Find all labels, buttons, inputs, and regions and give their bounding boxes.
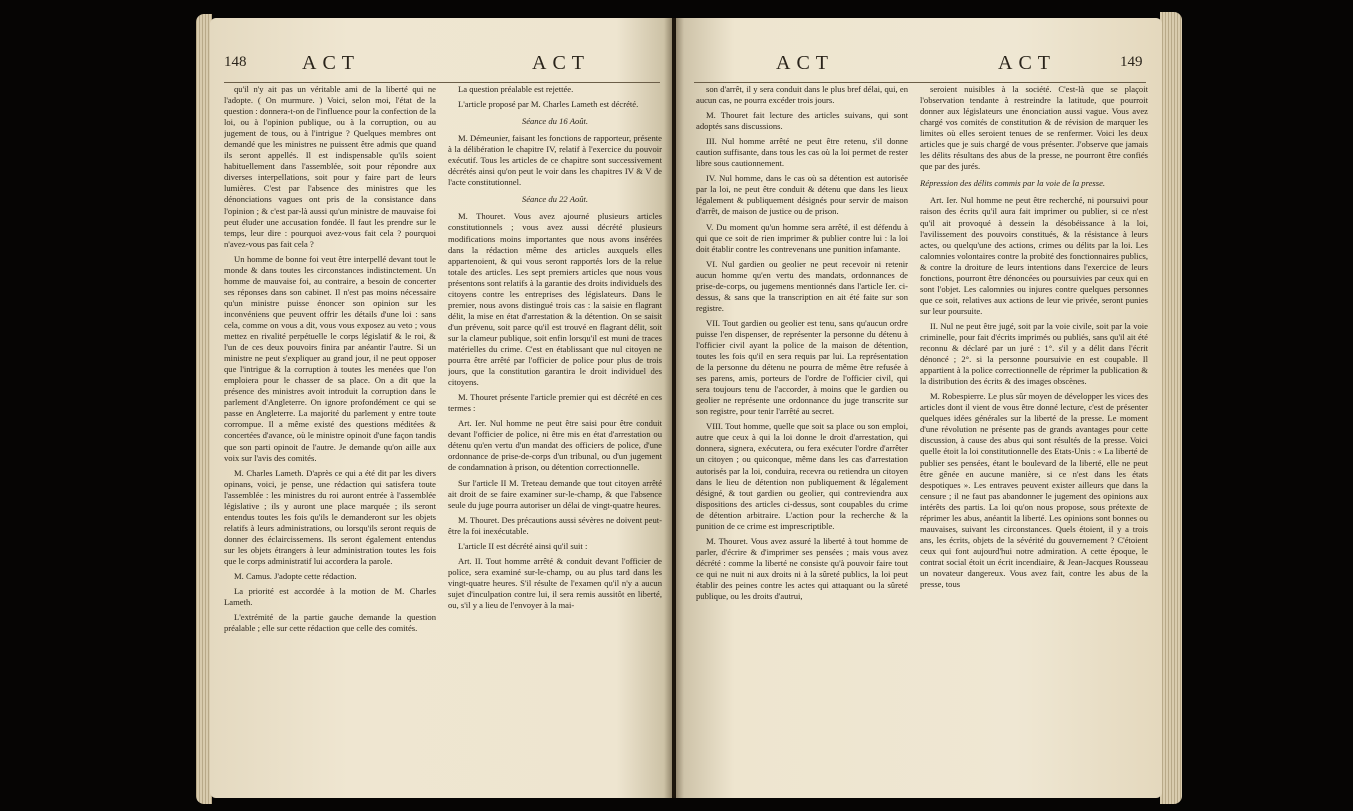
paragraph: seroient nuisibles à la société. C'est-là que se plaçoit l'observation tendante à restreindre la latitude, que pourroit donner aux législateurs une énonciation aussi vague. Vous avez chargé vos comités de constitution & de révision de marquer les limites où elles seroient tenues de se renfermer. Voici les deux articles que je suis chargé de vous présenter. J'observe que jamais les délits résultans des abus de la presse, ne pourront être confiés que par des jurés. bbox=[920, 84, 1148, 172]
paragraph: M. Thouret fait lecture des articles suivans, qui sont adoptés sans discussions. bbox=[696, 110, 908, 132]
paragraph: Art. II. Tout homme arrêté & conduit devant l'officier de police, sera examiné sur-le-champ, ou au plus tard dans les vingt-quatre heures. S'il résulte de l'examen qu'il n'y a aucun sujet d'inculpation contre lui, il sera remis aussitôt en liberté, ou, s'il y a lieu de l'envoyer à la mai- bbox=[448, 555, 662, 610]
paragraph: VIII. Tout homme, quelle que soit sa place ou son emploi, autre que ceux à qui la loi donne le droit d'arrestation, qui donnera, signera, exécutera, ou fera exécuter l'ordre d'arrêter un citoyen ; ou quiconque, même dans les cas d'arrestation autorisés par la loi, conduira, recevra ou retiendra un citoyen dans le lieu de détention non publiquement & légalement désigné, & tout gardien ou geolier, qui contreviendra aux dispositions des articles ci-dessus, sont coupables du crime de détention arbitraire. L'action pour la recherche & la punition de ce crime est imprescriptible. bbox=[696, 421, 908, 531]
section-heading: Répression des délits commis par la voie de la presse. bbox=[920, 178, 1106, 189]
paragraph: Art. Ier. Nul homme ne peut être recherché, ni poursuivi pour raison des écrits qu'il aura fait imprimer ou publier, si ce n'est qu'il ait provoqué à dessein la désobéissance à la loi, l'avilissement des pouvoirs constitués, & la résistance à leurs actes, ou quelqu'une des actions, crimes ou délits par la loi. Les calomnies volontaires contre la probité des fonctionnaires publics, & contre la droiture de leurs intentions dans l'exercice de leurs fonctions, pourront être dénoncées ou poursuivies par ceux qui en sont l'objet. Les calomnies ou injures contre quelques personnes que ce soit, relatives aux actions de leur vie privée, seront punies sur leur poursuite. bbox=[920, 195, 1148, 316]
paragraph: IV. Nul homme, dans le cas où sa détention est autorisée par la loi, ne peut être conduit & détenu que dans les lieux légalement & publiquement désignés pour servir de maison d'arrêt, de maison de justice ou de prison. bbox=[696, 173, 908, 217]
paragraph: M. Démeunier, faisant les fonctions de rapporteur, présente à la délibération le chapitre IV, relatif à l'exercice du pouvoir exécutif. Tous les articles de ce chapitre sont successivement décrétés ainsi qu'on peut le voir dans les chapitres IV & V de l'acte constitutionnel. bbox=[448, 133, 662, 188]
session-heading: Séance du 22 Août. bbox=[521, 194, 589, 205]
paragraph: son d'arrêt, il y sera conduit dans le plus bref délai, qui, en aucun cas, ne pourra excéder trois jours. bbox=[696, 84, 908, 106]
paragraph: Un homme de bonne foi veut être interpellé devant tout le monde & dans toutes les circonstances indistinctement. Un homme de mauvaise foi, au contraire, a besoin de concerter ses réponses dans son cabinet. Il n'est pas moins nécessaire qu'un ministre puisse énoncer son opinion sur les inconvéniens que peuvent offrir les détails d'une loi : sans cela, comme on vous a dit, vous vous exposez au veto ; vous mettez en rivalité perpétuelle le corps législatif & le roi, & l'un de ces deux pouvoirs finira par anéantir l'autre. Si un ministre ne peut s'expliquer au grand jour, il ne peut opposer que l'intrigue & la corruption à toutes les menées que l'on emploiera pour le chasser de sa place. On a dit que la présence des ministres avoit introduit la corruption dans le parlement d'Angleterre. On ignore profondément ce qui se passe en Angleterre. La majorité du parlement y entre toute corrompue. Il a même existé des questions méditées & concertées d'avance, où le ministre opinoit d'une façon tandis que son parti opinoit de l'autre. Je demande qu'on aille aux voix sur l'avis des comités. bbox=[224, 253, 436, 463]
paragraph: La priorité est accordée à la motion de M. Charles Lameth. bbox=[224, 586, 436, 608]
header-rule bbox=[224, 82, 660, 83]
paragraph: L'article proposé par M. Charles Lameth est décrété. bbox=[458, 99, 639, 110]
text-column-1 bbox=[224, 84, 436, 790]
running-head: ACT bbox=[302, 52, 360, 74]
running-head: ACT bbox=[532, 52, 590, 74]
text-column-2 bbox=[920, 84, 1148, 790]
paragraph: L'article II est décrété ainsi qu'il suit : bbox=[458, 540, 588, 551]
session-heading: Séance du 16 Août. bbox=[521, 116, 589, 127]
left-page bbox=[210, 18, 672, 798]
paragraph: M. Thouret. Vous avez assuré la liberté à tout homme de parler, d'écrire & d'imprimer ses pensées ; mais vous avez décrété : comme la liberté ne consiste qu'à pouvoir faire tout ce qui ne nuit ni aux droits ni à la sûreté publics, la loi peut établir des peines contre les actes qui attaquant ou la sûreté publique, ou les droits d'autrui, bbox=[696, 535, 908, 602]
paragraph: La question préalable est rejettée. bbox=[458, 84, 574, 94]
right-page bbox=[676, 18, 1162, 798]
paragraph: III. Nul homme arrêté ne peut être retenu, s'il donne caution suffisante, dans tous les cas où la loi permet de rester libre sous cautionnement. bbox=[696, 136, 908, 169]
page-number: 149 bbox=[1120, 54, 1143, 70]
paragraph: M. Robespierre. Le plus sûr moyen de développer les vices des articles dont il vient de vous être donné lecture, c'est de présenter quelques idées générales sur la liberté de la presse. Le moment d'une révolution ne présente pas de grands avantages pour cette discussion, à cause des abus qui sont résultés de la presse. Voici quelle étoit la loi constitutionnelle des Etats-Unis : « La liberté de publier ses pensées, étant le boulevard de la liberté, elle ne peut être gênée en aucune manière, si ce n'est dans les états despotiques ». Les entraves peuvent exister ailleurs que dans la censure ; il ne faut pas abandonner le jugement des opinions aux intérêts des partis. La loi qu'on nous propose, sous prétexte de réprimer les abus, anéantit la liberté. Les opinions sont bonnes ou mauvaises, suivant les circonstances. Quels étoient, il y a trois ans, les écrits, objets de la sévérité du gouvernement ? C'étoient ceux qui font aujourd'hui notre admiration. A cette époque, le contrat social étoit un écrit incendiaire, & Jean-Jacques Rousseau un novateur dangereux. Vous avez fait, contre les abus de la presse, tous bbox=[920, 391, 1148, 590]
paragraph: VI. Nul gardien ou geolier ne peut recevoir ni retenir aucun homme qu'en vertu des mandats, ordonnances de prise-de-corps, ou jugemens mentionnés dans l'article Ier. ci-dessus, & sans que la transcription en ait été faite sur son registre. bbox=[696, 258, 908, 313]
paragraph: L'extrémité de la partie gauche demande la question préalable ; elle sur cette rédaction que celle des comités. bbox=[224, 612, 436, 634]
paragraph: qu'il n'y ait pas un véritable ami de la liberté qui ne l'adopte. ( On murmure. ) Voici, selon moi, l'état de la question : donnera-t-on de l'influence pour la confection de la loi, ou à l'opinion publique, ou à la corruption, ou au jugement de tous, ou à l'intrigue ? Quelques membres ont demandé que les ministres ne puissent être admis que quand ils seront appellés. Il est indispensable qu'ils soient habituellement dans l'assemblée, soit pour répondre aux diverses interpellations, soit pour y faire part de leurs lumières. C'est par l'absence des ministres que les dénonciations vagues ont pris de la consistance dans l'opinion ; & c'est par-là aussi qu'un ministre de mauvaise foi peut éluder une accusation fondée. Il faut les prendre sur le temps, leur dire : pourquoi avez-vous fait cela ? pourquoi n'avez-vous pas fait cela ? bbox=[224, 84, 436, 249]
paragraph: M. Thouret. Vous avez ajourné plusieurs articles constitutionnels ; vous avez aussi décrété plusieurs modifications moins importantes que nous avons insérées dans la rédaction même des articles auxquels elles appartenoient, & qui vous seront rapportés lors de la relue totale des articles. Les sept premiers articles que nous vous présentons sont relatifs à la garantie des droits individuels des citoyens contre les entreprises des législateurs. Dans le premier, nous avons distingué trois cas : la saisie en flagrant délit, la mise en état d'arrestation & la détention. On se saisit d'un prévenu, soit parce qu'il est trouvé en flagrant délit, soit sur la clameur publique, soit enfin lorsqu'il est muni de traces matérielles du crime. C'est en établissant que nul citoyen ne pourra être arrêté par l'officier de police pour plus de trois jours, que la constitution garantira le droit individuel des citoyens. bbox=[448, 211, 662, 388]
paragraph: Sur l'article II M. Treteau demande que tout citoyen arrêté ait droit de se faire examiner sur-le-champ, & que l'absence seule du juge pourra autoriser un délai de vingt-quatre heures. bbox=[448, 477, 662, 510]
paragraph: M. Charles Lameth. D'après ce qui a été dit par les divers opinans, voici, je pense, une rédaction qui satisfera toute l'assemblée : les ministres du roi auront entrée à l'assemblée législative ; ils y auront une place marquée ; ils seront entendus toutes les fois qu'ils le demanderont sur les objets relatifs à leurs administrations, ou lorsqu'ils seront requis de donner des éclaircissemens. Ils seront également entendus sur les objets étrangers à leur administration toutes les fois que le corps administratif lui accordera la parole. bbox=[224, 467, 436, 566]
paragraph: II. Nul ne peut être jugé, soit par la voie civile, soit par la voie criminelle, pour fait d'écrits imprimés ou publiés, sans qu'il ait été reconnu & déclaré par un juré : 1°. s'il y a délit dans l'écrit dénoncé ; 2°. si la personne poursuivie en est coupable. Il appartient à la police correctionnelle de réprimer la publication & la distribution des écrits & des images obscènes. bbox=[920, 320, 1148, 387]
paragraph: VII. Tout gardien ou geolier est tenu, sans qu'aucun ordre puisse l'en dispenser, de représenter la personne du détenu à l'officier civil ayant la police de la maison de détention, toutes les fois qu'il en sera requis par lui. La représentation de la personne du détenu ne pourra de même être refusée à ses parens, amis, porteurs de l'ordre de l'officier civil, qui sera toujours tenu de l'accorder, à moins que le gardien ou geolier ne représente une ordonnance du juge transcrite sur son registre, pour tenir l'arrêté au secret. bbox=[696, 317, 908, 417]
paragraph: M. Thouret présente l'article premier qui est décrété en ces termes : bbox=[448, 392, 662, 414]
page-number: 148 bbox=[224, 54, 247, 70]
paragraph: M. Camus. J'adopte cette rédaction. bbox=[234, 571, 357, 582]
text-column-2 bbox=[448, 84, 662, 790]
running-head: ACT bbox=[776, 52, 834, 74]
right-page-edges bbox=[1160, 12, 1182, 804]
book-gutter bbox=[664, 18, 684, 798]
paragraph: V. Du moment qu'un homme sera arrêté, il est défendu à qui que ce soit de rien imprimer & publier contre lui : la loi doit établir contre les contrevenans une punition infamante. bbox=[696, 221, 908, 254]
header-rule bbox=[694, 82, 1146, 83]
running-head: ACT bbox=[998, 52, 1056, 74]
paragraph: M. Thouret. Des précautions aussi sévères ne doivent peut-être la foi inexécutable. bbox=[448, 514, 662, 536]
paragraph: Art. Ier. Nul homme ne peut être saisi pour être conduit devant l'officier de police, ni être mis en état d'arrestation ou détenu qu'en vertu d'un mandat des officiers de police, d'une ordonnance de prise-de-corps d'un tribunal, ou d'un jugement de condamnation à prison, ou détention correctionnelle. bbox=[448, 418, 662, 473]
text-column-1 bbox=[696, 84, 908, 790]
